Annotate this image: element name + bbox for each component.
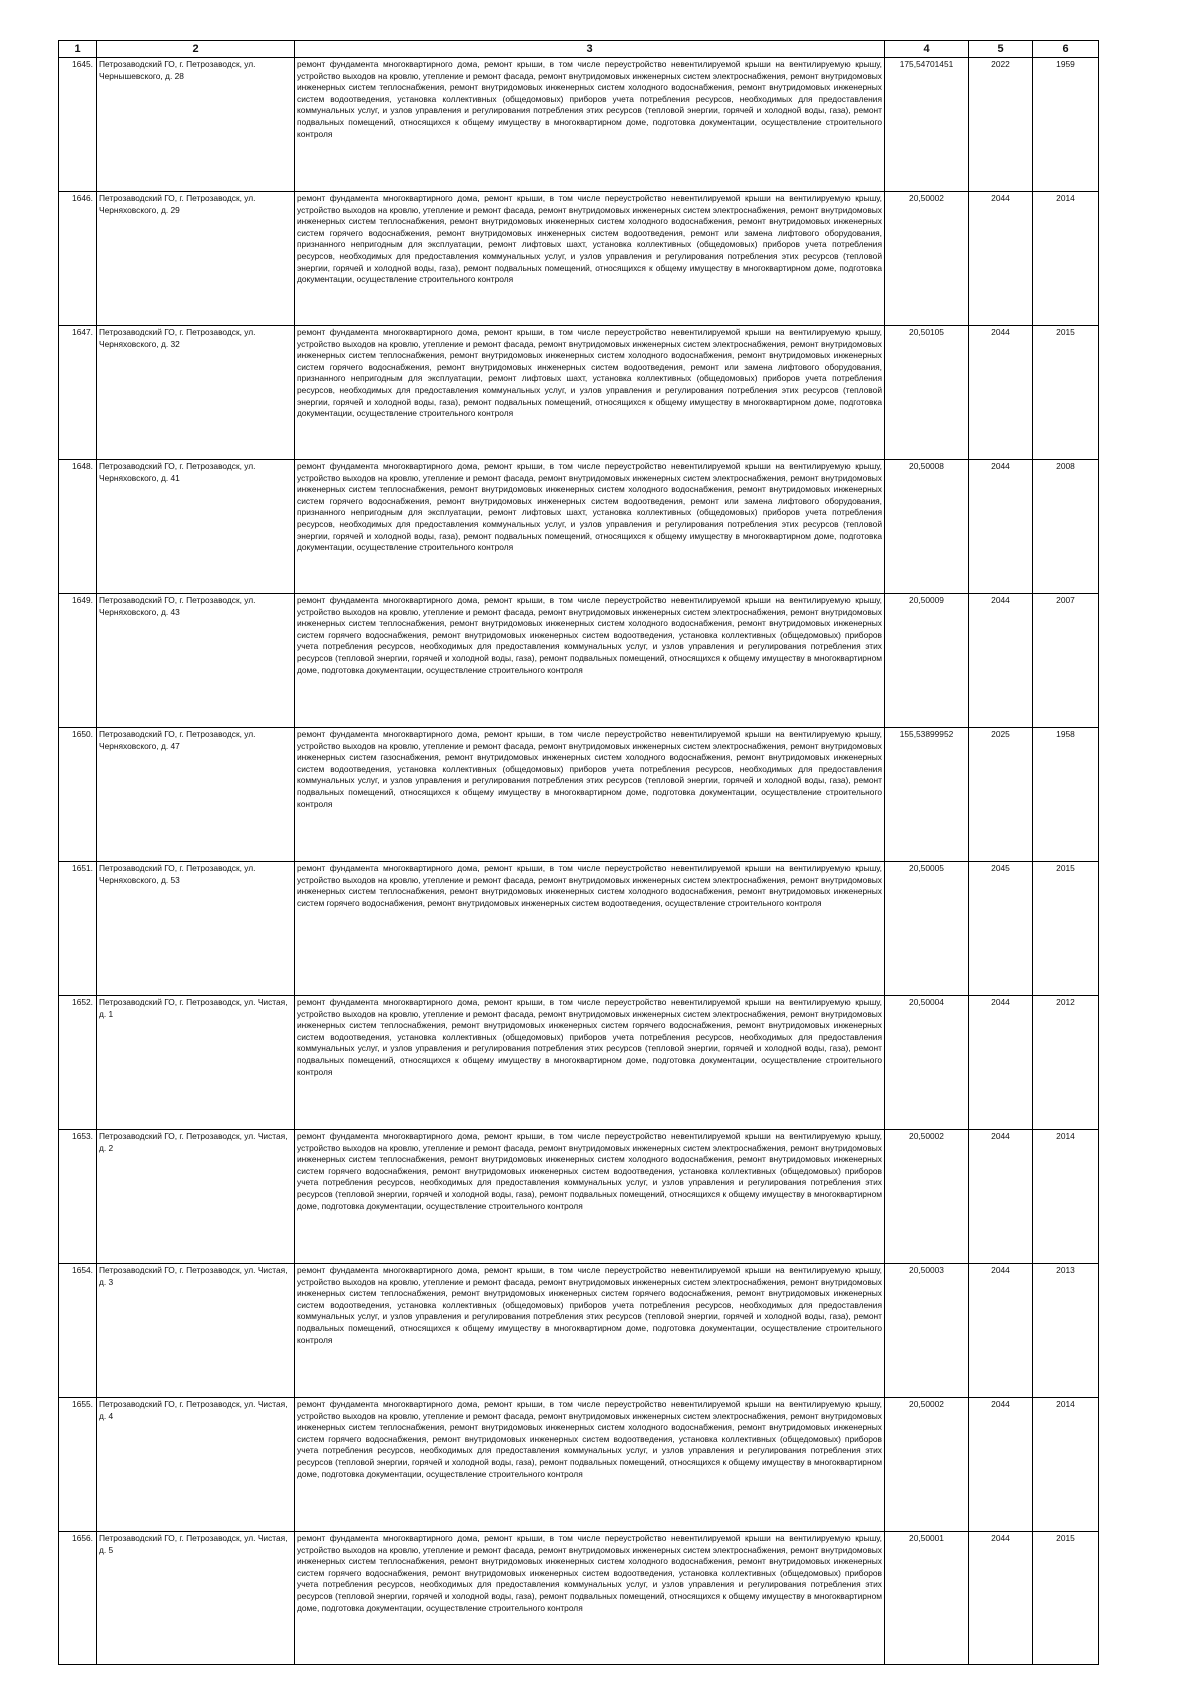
table-row xyxy=(59,58,1099,192)
row-number: 1649. xyxy=(59,594,97,728)
row-number: 1654. xyxy=(59,1264,97,1398)
address-cell: Петрозаводский ГО, г. Петрозаводск, ул. Чистая, д. 1 xyxy=(97,996,295,1130)
works-cell: ремонт фундамента многоквартирного дома, ремонт крыши, в том числе переустройство невентилируемой крыши на вентилируемую крышу, устройство выходов на кровлю, утепление и ремонт фасада, ремонт внутридомовых инженерных систем электроснабжения, ремонт внутридомовых инженерных систем теплоснабжения, ремонт внутридомовых инженерных систем холодного водоснабжения, ремонт внутридомовых инженерных систем водоотведения, установка коллективных (общедомовых) приборов учета потребления ресурсов, необходимых для предоставления коммунальных услуг, и узлов управления и регулирования потребления этих ресурсов (тепловой энергии, горячей и холодной воды, газа), ремонт подвальных помещений, относящихся к общему имуществу в многоквартирном доме, подготовка документации, осуществление строительного контроля xyxy=(295,58,885,192)
address-cell: Петрозаводский ГО, г. Петрозаводск, ул. Чистая, д. 5 xyxy=(97,1532,295,1665)
address-cell: Петрозаводский ГО, г. Петрозаводск, ул. Черняховского, д. 29 xyxy=(97,192,295,326)
planned-year-cell: 2025 xyxy=(969,728,1033,862)
row-number: 1656. xyxy=(59,1532,97,1665)
row-number: 1646. xyxy=(59,192,97,326)
planned-year-cell: 2022 xyxy=(969,58,1033,192)
cost-cell: 155,53899952 xyxy=(885,728,969,862)
built-year-cell: 2015 xyxy=(1033,1532,1099,1665)
cost-cell: 20,50005 xyxy=(885,862,969,996)
built-year-cell: 2015 xyxy=(1033,326,1099,460)
column-header-4: 4 xyxy=(885,41,969,58)
column-header-1: 1 xyxy=(59,41,97,58)
works-cell: ремонт фундамента многоквартирного дома, ремонт крыши, в том числе переустройство невентилируемой крыши на вентилируемую крышу, устройство выходов на кровлю, утепление и ремонт фасада, ремонт внутридомовых инженерных систем электроснабжения, ремонт внутридомовых инженерных систем газоснабжения, ремонт внутридомовых инженерных систем холодного водоснабжения, ремонт внутридомовых инженерных систем водоотведения, установка коллективных (общедомовых) приборов учета потребления ресурсов, необходимых для предоставления коммунальных услуг, и узлов управления и регулирования потребления этих ресурсов (тепловой энергии, горячей и холодной воды, газа), ремонт подвальных помещений, относящихся к общему имуществу в многоквартирном доме, подготовка документации, осуществление строительного контроля xyxy=(295,728,885,862)
built-year-cell: 2014 xyxy=(1033,1398,1099,1532)
built-year-cell: 2013 xyxy=(1033,1264,1099,1398)
table-row xyxy=(59,862,1099,996)
planned-year-cell: 2044 xyxy=(969,1532,1033,1665)
address-cell: Петрозаводский ГО, г. Петрозаводск, ул. Чистая, д. 2 xyxy=(97,1130,295,1264)
planned-year-cell: 2044 xyxy=(969,594,1033,728)
table-row xyxy=(59,996,1099,1130)
planned-year-cell: 2044 xyxy=(969,996,1033,1130)
cost-cell: 20,50002 xyxy=(885,1130,969,1264)
planned-year-cell: 2044 xyxy=(969,460,1033,594)
works-cell: ремонт фундамента многоквартирного дома, ремонт крыши, в том числе переустройство невентилируемой крыши на вентилируемую крышу, устройство выходов на кровлю, утепление и ремонт фасада, ремонт внутридомовых инженерных систем электроснабжения, ремонт внутридомовых инженерных систем теплоснабжения, ремонт внутридомовых инженерных систем холодного водоснабжения, ремонт внутридомовых инженерных систем горячего водоснабжения, ремонт внутридомовых инженерных систем водоотведения, ремонт или замена лифтового оборудования, признанного непригодным для эксплуатации, ремонт лифтовых шахт, установка коллективных (общедомовых) приборов учета потребления ресурсов, необходимых для предоставления коммунальных услуг, и узлов управления и регулирования потребления этих ресурсов (тепловой энергии, горячей и холодной воды, газа), ремонт подвальных помещений, относящихся к общему имуществу в многоквартирном доме, подготовка документации, осуществление строительного контроля xyxy=(295,460,885,594)
works-cell: ремонт фундамента многоквартирного дома, ремонт крыши, в том числе переустройство невентилируемой крыши на вентилируемую крышу, устройство выходов на кровлю, утепление и ремонт фасада, ремонт внутридомовых инженерных систем электроснабжения, ремонт внутридомовых инженерных систем теплоснабжения, ремонт внутридомовых инженерных систем горячего водоснабжения, ремонт внутридомовых инженерных систем водоотведения, установка коллективных (общедомовых) приборов учета потребления ресурсов, необходимых для предоставления коммунальных услуг, и узлов управления и регулирования потребления этих ресурсов (тепловой энергии, горячей и холодной воды, газа), ремонт подвальных помещений, относящихся к общему имуществу в многоквартирном доме, подготовка документации, осуществление строительного контроля xyxy=(295,996,885,1130)
column-header-3: 3 xyxy=(295,41,885,58)
built-year-cell: 1959 xyxy=(1033,58,1099,192)
row-number: 1652. xyxy=(59,996,97,1130)
works-cell: ремонт фундамента многоквартирного дома, ремонт крыши, в том числе переустройство невентилируемой крыши на вентилируемую крышу, устройство выходов на кровлю, утепление и ремонт фасада, ремонт внутридомовых инженерных систем электроснабжения, ремонт внутридомовых инженерных систем теплоснабжения, ремонт внутридомовых инженерных систем холодного водоснабжения, ремонт внутридомовых инженерных систем горячего водоснабжения, ремонт внутридомовых инженерных систем водоотведения, ремонт или замена лифтового оборудования, признанного непригодным для эксплуатации, ремонт лифтовых шахт, установка коллективных (общедомовых) приборов учета потребления ресурсов, необходимых для предоставления коммунальных услуг, и узлов управления и регулирования потребления этих ресурсов (тепловой энергии, горячей и холодной воды, газа), ремонт подвальных помещений, относящихся к общему имуществу в многоквартирном доме, подготовка документации, осуществление строительного контроля xyxy=(295,326,885,460)
column-header-6: 6 xyxy=(1033,41,1099,58)
table-row xyxy=(59,728,1099,862)
works-cell: ремонт фундамента многоквартирного дома, ремонт крыши, в том числе переустройство невентилируемой крыши на вентилируемую крышу, устройство выходов на кровлю, утепление и ремонт фасада, ремонт внутридомовых инженерных систем электроснабжения, ремонт внутридомовых инженерных систем теплоснабжения, ремонт внутридомовых инженерных систем холодного водоснабжения, ремонт внутридомовых инженерных систем горячего водоснабжения, ремонт внутридомовых инженерных систем водоотведения, установка коллективных (общедомовых) приборов учета потребления ресурсов, необходимых для предоставления коммунальных услуг, и узлов управления и регулирования потребления этих ресурсов (тепловой энергии, горячей и холодной воды, газа), ремонт подвальных помещений, относящихся к общему имуществу в многоквартирном доме, подготовка документации, осуществление строительного контроля xyxy=(295,1532,885,1665)
works-cell: ремонт фундамента многоквартирного дома, ремонт крыши, в том числе переустройство невентилируемой крыши на вентилируемую крышу, устройство выходов на кровлю, утепление и ремонт фасада, ремонт внутридомовых инженерных систем электроснабжения, ремонт внутридомовых инженерных систем теплоснабжения, ремонт внутридомовых инженерных систем холодного водоснабжения, ремонт внутридомовых инженерных систем горячего водоснабжения, ремонт внутридомовых инженерных систем водоотведения, осуществление строительного контроля xyxy=(295,862,885,996)
works-cell: ремонт фундамента многоквартирного дома, ремонт крыши, в том числе переустройство невентилируемой крыши на вентилируемую крышу, устройство выходов на кровлю, утепление и ремонт фасада, ремонт внутридомовых инженерных систем электроснабжения, ремонт внутридомовых инженерных систем теплоснабжения, ремонт внутридомовых инженерных систем холодного водоснабжения, ремонт внутридомовых инженерных систем горячего водоснабжения, ремонт внутридомовых инженерных систем водоотведения, установка коллективных (общедомовых) приборов учета потребления ресурсов, необходимых для предоставления коммунальных услуг, и узлов управления и регулирования потребления этих ресурсов (тепловой энергии, горячей и холодной воды, газа), ремонт подвальных помещений, относящихся к общему имуществу в многоквартирном доме, подготовка документации, осуществление строительного контроля xyxy=(295,594,885,728)
row-number: 1655. xyxy=(59,1398,97,1532)
table-row xyxy=(59,594,1099,728)
row-number: 1653. xyxy=(59,1130,97,1264)
row-number: 1647. xyxy=(59,326,97,460)
cost-cell: 20,50002 xyxy=(885,1398,969,1532)
table-row xyxy=(59,1264,1099,1398)
column-header-2: 2 xyxy=(97,41,295,58)
built-year-cell: 2012 xyxy=(1033,996,1099,1130)
capital-repair-table xyxy=(58,40,1099,1665)
built-year-cell: 1958 xyxy=(1033,728,1099,862)
address-cell: Петрозаводский ГО, г. Петрозаводск, ул. Черняховского, д. 43 xyxy=(97,594,295,728)
address-cell: Петрозаводский ГО, г. Петрозаводск, ул. Черняховского, д. 47 xyxy=(97,728,295,862)
cost-cell: 20,50001 xyxy=(885,1532,969,1665)
cost-cell: 20,50004 xyxy=(885,996,969,1130)
built-year-cell: 2014 xyxy=(1033,192,1099,326)
built-year-cell: 2015 xyxy=(1033,862,1099,996)
cost-cell: 20,50009 xyxy=(885,594,969,728)
address-cell: Петрозаводский ГО, г. Петрозаводск, ул. Черняховского, д. 41 xyxy=(97,460,295,594)
cost-cell: 20,50105 xyxy=(885,326,969,460)
cost-cell: 175,54701451 xyxy=(885,58,969,192)
works-cell: ремонт фундамента многоквартирного дома, ремонт крыши, в том числе переустройство невентилируемой крыши на вентилируемую крышу, устройство выходов на кровлю, утепление и ремонт фасада, ремонт внутридомовых инженерных систем электроснабжения, ремонт внутридомовых инженерных систем теплоснабжения, ремонт внутридомовых инженерных систем холодного водоснабжения, ремонт внутридомовых инженерных систем горячего водоснабжения, ремонт внутридомовых инженерных систем водоотведения, установка коллективных (общедомовых) приборов учета потребления ресурсов, необходимых для предоставления коммунальных услуг, и узлов управления и регулирования потребления этих ресурсов (тепловой энергии, горячей и холодной воды, газа), ремонт подвальных помещений, относящихся к общему имуществу в многоквартирном доме, подготовка документации, осуществление строительного контроля xyxy=(295,1398,885,1532)
planned-year-cell: 2044 xyxy=(969,1264,1033,1398)
planned-year-cell: 2044 xyxy=(969,326,1033,460)
built-year-cell: 2014 xyxy=(1033,1130,1099,1264)
table-row xyxy=(59,326,1099,460)
planned-year-cell: 2045 xyxy=(969,862,1033,996)
address-cell: Петрозаводский ГО, г. Петрозаводск, ул. Чистая, д. 4 xyxy=(97,1398,295,1532)
cost-cell: 20,50003 xyxy=(885,1264,969,1398)
table-row xyxy=(59,192,1099,326)
planned-year-cell: 2044 xyxy=(969,1130,1033,1264)
row-number: 1651. xyxy=(59,862,97,996)
address-cell: Петрозаводский ГО, г. Петрозаводск, ул. Чистая, д. 3 xyxy=(97,1264,295,1398)
built-year-cell: 2008 xyxy=(1033,460,1099,594)
header-row xyxy=(59,41,1099,58)
cost-cell: 20,50002 xyxy=(885,192,969,326)
table-row xyxy=(59,1130,1099,1264)
address-cell: Петрозаводский ГО, г. Петрозаводск, ул. Чернышевского, д. 28 xyxy=(97,58,295,192)
row-number: 1645. xyxy=(59,58,97,192)
table-row xyxy=(59,1398,1099,1532)
column-header-5: 5 xyxy=(969,41,1033,58)
works-cell: ремонт фундамента многоквартирного дома, ремонт крыши, в том числе переустройство невентилируемой крыши на вентилируемую крышу, устройство выходов на кровлю, утепление и ремонт фасада, ремонт внутридомовых инженерных систем электроснабжения, ремонт внутридомовых инженерных систем теплоснабжения, ремонт внутридомовых инженерных систем горячего водоснабжения, ремонт внутридомовых инженерных систем водоотведения, установка коллективных (общедомовых) приборов учета потребления ресурсов, необходимых для предоставления коммунальных услуг, и узлов управления и регулирования потребления этих ресурсов (тепловой энергии, горячей и холодной воды, газа), ремонт подвальных помещений, относящихся к общему имуществу в многоквартирном доме, подготовка документации, осуществление строительного контроля xyxy=(295,1264,885,1398)
address-cell: Петрозаводский ГО, г. Петрозаводск, ул. Черняховского, д. 32 xyxy=(97,326,295,460)
planned-year-cell: 2044 xyxy=(969,1398,1033,1532)
table-row xyxy=(59,1532,1099,1665)
table-row xyxy=(59,460,1099,594)
row-number: 1650. xyxy=(59,728,97,862)
planned-year-cell: 2044 xyxy=(969,192,1033,326)
works-cell: ремонт фундамента многоквартирного дома, ремонт крыши, в том числе переустройство невентилируемой крыши на вентилируемую крышу, устройство выходов на кровлю, утепление и ремонт фасада, ремонт внутридомовых инженерных систем электроснабжения, ремонт внутридомовых инженерных систем теплоснабжения, ремонт внутридомовых инженерных систем холодного водоснабжения, ремонт внутридомовых инженерных систем горячего водоснабжения, ремонт внутридомовых инженерных систем водоотведения, ремонт или замена лифтового оборудования, признанного непригодным для эксплуатации, ремонт лифтовых шахт, установка коллективных (общедомовых) приборов учета потребления ресурсов, необходимых для предоставления коммунальных услуг, и узлов управления и регулирования потребления этих ресурсов (тепловой энергии, горячей и холодной воды, газа), ремонт подвальных помещений, относящихся к общему имуществу в многоквартирном доме, подготовка документации, осуществление строительного контроля xyxy=(295,192,885,326)
row-number: 1648. xyxy=(59,460,97,594)
built-year-cell: 2007 xyxy=(1033,594,1099,728)
address-cell: Петрозаводский ГО, г. Петрозаводск, ул. Черняховского, д. 53 xyxy=(97,862,295,996)
works-cell: ремонт фундамента многоквартирного дома, ремонт крыши, в том числе переустройство невентилируемой крыши на вентилируемую крышу, устройство выходов на кровлю, утепление и ремонт фасада, ремонт внутридомовых инженерных систем электроснабжения, ремонт внутридомовых инженерных систем теплоснабжения, ремонт внутридомовых инженерных систем холодного водоснабжения, ремонт внутридомовых инженерных систем горячего водоснабжения, ремонт внутридомовых инженерных систем водоотведения, установка коллективных (общедомовых) приборов учета потребления ресурсов, необходимых для предоставления коммунальных услуг, и узлов управления и регулирования потребления этих ресурсов (тепловой энергии, горячей и холодной воды, газа), ремонт подвальных помещений, относящихся к общему имуществу в многоквартирном доме, подготовка документации, осуществление строительного контроля xyxy=(295,1130,885,1264)
cost-cell: 20,50008 xyxy=(885,460,969,594)
